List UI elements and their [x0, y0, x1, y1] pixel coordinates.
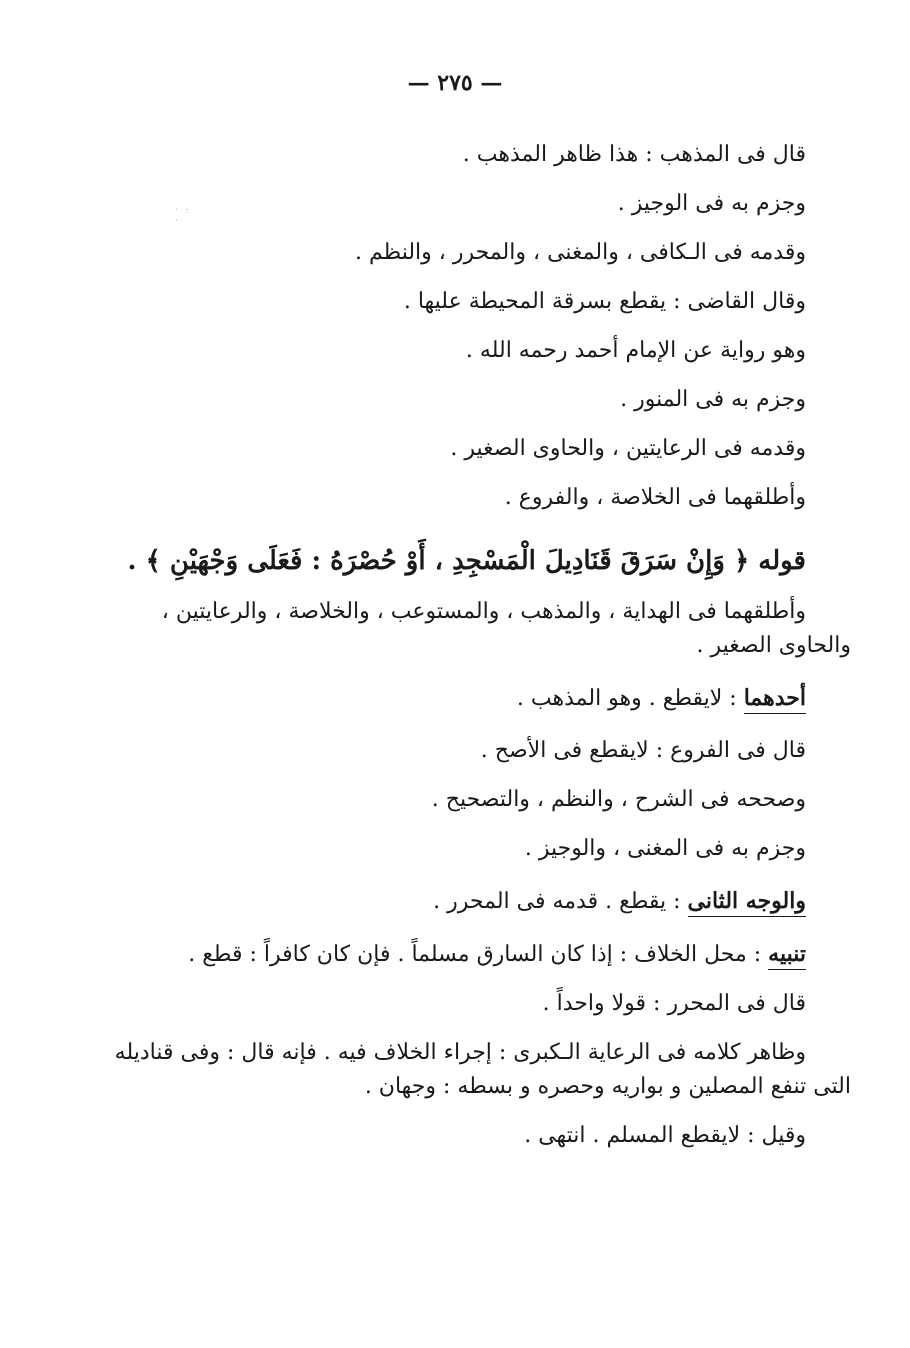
text-line-6: وجزم به فى المنور . — [620, 387, 806, 412]
note-line — [146, 937, 806, 972]
text-line-7: وقدمه فى الرعايتين ، والحاوى الصغير . — [450, 436, 806, 461]
paragraph-2-line-1: وظاهر كلامه فى الرعاية الـكبرى : إجراء الخلاف فيه . فإنه قال : وفى قناديله — [114, 1040, 806, 1065]
page-body — [114, 138, 851, 1153]
first-opinion — [146, 681, 806, 716]
text-line-1: قال فى المذهب : هذا ظاهر المذهب . — [462, 142, 806, 167]
paragraph-1-line-2: والحاوى الصغير . — [696, 633, 851, 658]
verse-text: ﴿ وَإِنْ سَرَقَ قَنَادِيلَ الْمَسْجِدِ ، أَوْ حُصْرَهُ : فَعَلَى وَجْهَيْنِ ﴾ . — [127, 546, 750, 576]
second-opinion-text: : يقطع . قدمه فى المحرر . — [433, 889, 688, 914]
second-opinion-label: والوجه الثانى — [688, 888, 806, 917]
paragraph-2-line-2: التى تنفع المصلين و بواريه وحصره و بسطه : وجهان . — [364, 1074, 851, 1099]
text-line-10: وصححه فى الشرح ، والنظم ، والتصحيح . — [431, 787, 806, 812]
final-line: وقيل : لايقطع المسلم . انتهى . — [524, 1123, 806, 1148]
verse-line — [127, 541, 806, 581]
verse-prefix: قوله — [758, 546, 806, 576]
first-opinion-label: أحدهما — [744, 685, 806, 714]
page-number: — ٢٧٥ — — [407, 70, 503, 96]
text-line-5: وهو رواية عن الإمام أحمد رحمه الله . — [465, 338, 806, 363]
paragraph-1-line-1: وأطلقهما فى الهداية ، والمذهب ، والمستوعب ، والخلاصة ، والرعايتين ، — [161, 599, 806, 624]
text-line-12: قال فى المحرر : قولا واحداً . — [542, 991, 806, 1016]
note-label: تنبيه — [768, 941, 806, 970]
text-line-8: وأطلقهما فى الخلاصة ، والفروع . — [504, 485, 806, 510]
text-line-2: وجزم به فى الوجيز . — [617, 191, 806, 216]
second-opinion — [146, 884, 806, 919]
text-line-9: قال فى الفروع : لايقطع فى الأصح . — [480, 738, 806, 763]
text-line-11: وجزم به فى المغنى ، والوجيز . — [524, 836, 806, 861]
text-line-3: وقدمه فى الـكافى ، والمغنى ، والمحرر ، والنظم . — [355, 240, 806, 265]
note-text: : محل الخلاف : إذا كان السارق مسلماً . فإن كان كافراً : قطع . — [188, 942, 769, 967]
scan-speck: · : · — [175, 205, 191, 227]
first-opinion-text: : لايقطع . وهو المذهب . — [516, 686, 744, 711]
text-line-4: وقال القاضى : يقطع بسرقة المحيطة عليها . — [403, 289, 806, 314]
